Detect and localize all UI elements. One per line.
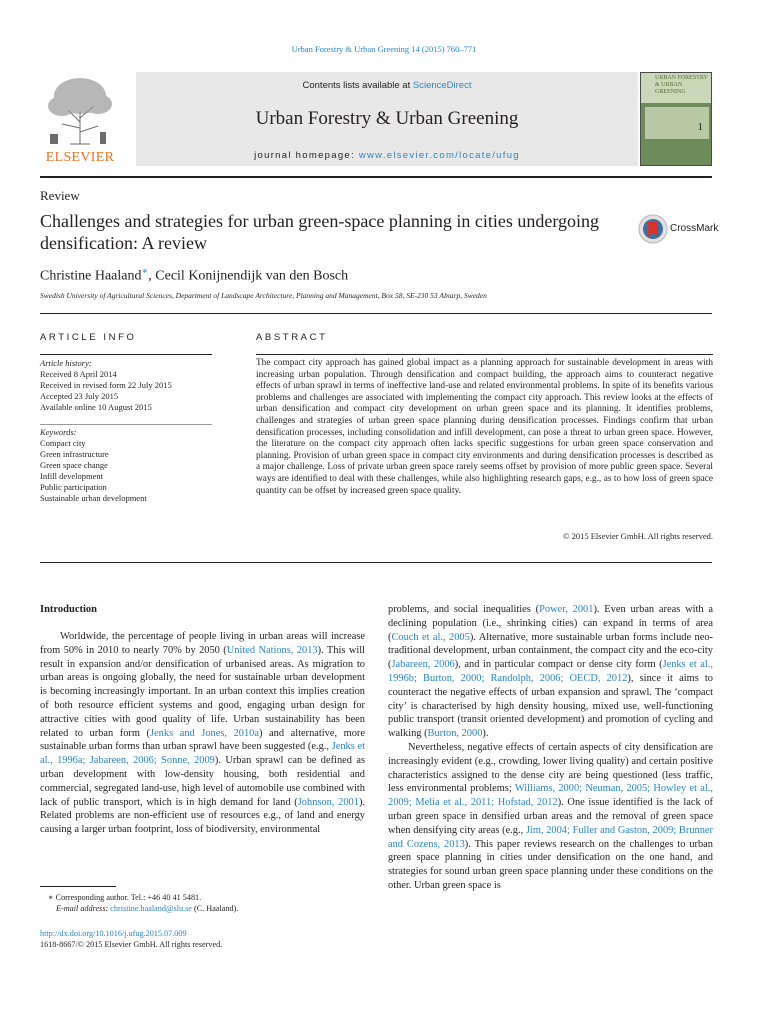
keyword-item: Infill development bbox=[40, 471, 104, 481]
email-line bbox=[56, 903, 238, 914]
sciencedirect-link[interactable]: ScienceDirect bbox=[412, 80, 472, 91]
citation-link[interactable]: Williams, 2000; Neuman, 2005; Howley et al., 2009; Melia et al., 2011; Hofstad, 2012 bbox=[388, 783, 713, 809]
paragraph: problems, and social inequalities (Power, 2001). Even urban areas with a declining population (i.e., shrinking cities) can expand in terms of area (Couch et al., 2005). Alternative, more sustainable urban forms include neo-traditional development, urban containment, the compact city and the eco-city (Jabareen, 2006), and in particular compact or dense city form (Jenks et al., 1996b; Burton, 2000; Randolph, 2006; OECD, 2012), since it aims to counteract the negative effects of urban expansion and sprawl. The ‘compact city’ is characterised by high density housing, mixed use, well-functioning public transport (transit oriented development) and promotion of cycling and walking (Burton, 2000). bbox=[388, 604, 714, 740]
author-name: Christine Haaland bbox=[40, 268, 142, 284]
article-info-label: ARTICLE INFO bbox=[40, 332, 137, 343]
corresponding-author-mark[interactable]: ∗ bbox=[141, 266, 149, 277]
journal-title: Urban Forestry & Urban Greening bbox=[255, 108, 519, 129]
history-item: Received 8 April 2014 bbox=[40, 369, 117, 379]
keyword-item: Green space change bbox=[40, 460, 108, 470]
contents-line bbox=[136, 80, 638, 91]
article-title: Challenges and strategies for urban green-space planning in cities undergoing densification: A review bbox=[40, 211, 599, 253]
issn-line: 1618-8667/© 2015 Elsevier GmbH. All rights reserved. bbox=[40, 940, 223, 949]
history-heading: Article history: bbox=[40, 358, 92, 368]
contents-prefix: Contents lists available at bbox=[302, 80, 413, 91]
author-list bbox=[40, 266, 348, 285]
paragraph: Nevertheless, negative effects of certain aspects of city densification are increasingly evident (e.g., crowding, lower living quality) and certain positive characteristics assigned to the dense city are being questioned (less traffic, less environmental problems; Williams, 2000; Neuman, 2005; Howley et al., 2009; Melia et al., 2011; Hofstad, 2012). One issue identified is the lack of urban green space in densified urban areas and the removal of green space when densifying city areas (e.g., Jim, 2004; Fuller and Gaston, 2009; Brunner and Cozens, 2013). This paper reviews research on the challenges to urban green space planning in cities under densification on the one hand, and strategies for sound urban green space planning under these conditions on the other. Urban green space is bbox=[388, 741, 713, 891]
body-rule bbox=[40, 562, 712, 563]
citation-link[interactable]: Couch et al., 2005 bbox=[391, 631, 470, 643]
author-affiliation: Swedish University of Agricultural Sciences, Department of Landscape Architecture, Planning and Management, Box 58, SE-230 53 Alnarp, Sweden bbox=[40, 291, 487, 300]
citation-link[interactable]: Jenks and Jones, 2010a bbox=[150, 727, 259, 739]
citation-link[interactable]: Jenks et al., 1996a; Jabareen, 2006; Sonne, 2009 bbox=[40, 741, 366, 767]
abstract-label: ABSTRACT bbox=[256, 332, 328, 343]
crossmark-badge[interactable] bbox=[638, 214, 718, 244]
keyword-item: Green infrastructure bbox=[40, 449, 109, 459]
journal-cover-image[interactable] bbox=[640, 72, 712, 166]
header-rule bbox=[40, 176, 712, 178]
journal-header bbox=[40, 72, 712, 166]
section-heading: Introduction bbox=[40, 604, 97, 615]
citation-link[interactable]: Johnson, 2001 bbox=[297, 796, 359, 808]
email-link[interactable]: christine.haaland@slu.se bbox=[110, 904, 192, 913]
footnote-rule bbox=[40, 886, 116, 887]
corresponding-author-note: ∗ Corresponding author. Tel.: +46 40 41 5481. bbox=[48, 893, 202, 902]
abstract-rule bbox=[256, 354, 713, 355]
email-suffix: (C. Haaland). bbox=[191, 904, 239, 913]
publisher-name: ELSEVIER bbox=[45, 150, 115, 165]
homepage-prefix: journal homepage: bbox=[254, 150, 359, 161]
doi-link[interactable]: http://dx.doi.org/10.1016/j.ufug.2015.07.009 bbox=[40, 929, 187, 938]
crossmark-label: CrossMark bbox=[670, 223, 719, 234]
author-separator: , bbox=[148, 268, 156, 284]
meta-rule bbox=[40, 313, 712, 314]
keyword-item: Compact city bbox=[40, 438, 86, 448]
keyword-list bbox=[40, 427, 147, 504]
paragraph: Worldwide, the percentage of people living in urban areas will increase from 50% in 2010 to nearly 70% by 2050 (United Nations, 2013). This will result in expansion and/or densification of urbanised areas. As migration to urban areas is ongoing globally, the need for sustainable urban development is becoming increasingly important. In an urban context this implies creation of both resource efficient systems and good, engaging urban design for attractive cities with good quality of life. Urban sustainability has been related to urban form (Jenks and Jones, 2010a) and alternative, more sustainable urban forms than urban sprawl have been suggested (e.g., Jenks et al., 1996a; Jabareen, 2006; Sonne, 2009). Urban sprawl can be defined as urban development with low-density housing, both residential and commercial, segregated land-use, high level of automobile use combined with lack of public transport, which is in high demand for land (Johnson, 2001). Related problems are non-efficient use of resources e.g., of land and energy causing a larger urban footprint, loss of biodiversity, environmental bbox=[40, 631, 366, 836]
citation-link[interactable]: Power, 2001 bbox=[539, 604, 594, 615]
cover-title: URBAN FORESTRY & URBAN GREENING bbox=[655, 75, 708, 95]
body-column-left bbox=[40, 630, 365, 837]
keywords-heading: Keywords: bbox=[40, 427, 77, 437]
history-item: Received in revised form 22 July 2015 bbox=[40, 380, 172, 390]
citation-link[interactable]: Burton, 2000 bbox=[427, 728, 483, 740]
article-type: Review bbox=[40, 188, 80, 203]
homepage-link[interactable]: www.elsevier.com/locate/ufug bbox=[358, 150, 520, 161]
doi-line bbox=[40, 928, 187, 939]
article-info-rule bbox=[40, 354, 212, 355]
journal-banner bbox=[136, 72, 638, 166]
body-column-right bbox=[388, 603, 713, 893]
history-item: Available online 10 August 2015 bbox=[40, 402, 152, 412]
citation-link[interactable]: Jim, 2004; Fuller and Gaston, 2009; Brunner and Cozens, 2013 bbox=[388, 824, 713, 850]
article-history bbox=[40, 358, 172, 413]
keywords-rule bbox=[40, 424, 212, 425]
cover-issue-number: 1 bbox=[697, 121, 703, 133]
copyright-notice: © 2015 Elsevier GmbH. All rights reserved. bbox=[563, 531, 713, 541]
citation-link[interactable]: Jenks et al., 1996b; Burton, 2000; Randolph, 2006; OECD, 2012 bbox=[388, 659, 713, 684]
journal-citation[interactable]: Urban Forestry & Urban Greening 14 (2015) 760–771 bbox=[291, 44, 477, 54]
citation-link[interactable]: Jabareen, 2006 bbox=[391, 659, 455, 671]
homepage-line bbox=[136, 150, 638, 161]
crossmark-icon bbox=[638, 214, 668, 244]
citation-link[interactable]: United Nations, 2013 bbox=[226, 644, 318, 656]
email-label: E-mail address: bbox=[56, 904, 111, 913]
history-item: Accepted 23 July 2015 bbox=[40, 391, 119, 401]
abstract-text: The compact city approach has gained global impact as a planning approach for sustainable development in areas with increasing urban population. Through densification and compact building, the approach aims to counteract negative effects of urban sprawl in terms of ineffective land-use and related environmental problems. In spite of its benefits various problems and challenges are associated with implementing the compact city approach. This review looks at the effects of urban densification and compact city development on urban green space and its planning. It identifies problems, challenges and strategies of urban green space planning during densification processes. Findings confirm that urban densification processes, including consolidation and infill development, can pose a threat to urban green space. However, the literature on the compact city approach often lacks specific suggestions for urban green space conservation and planning. Provision of urban green space in compact city environments and during densification processes is described as a major challenge. Loss of private urban green space rarely seems offset by provision of more public green space. Several ways are identified to deal with these challenges, while also highlighting research gaps, e.g., as to how loss of green space quantity can be offset by increased green space quality. bbox=[256, 358, 713, 496]
keyword-item: Public participation bbox=[40, 482, 107, 492]
keyword-item: Sustainable urban development bbox=[40, 493, 147, 503]
author-name: Cecil Konijnendijk van den Bosch bbox=[155, 268, 349, 284]
